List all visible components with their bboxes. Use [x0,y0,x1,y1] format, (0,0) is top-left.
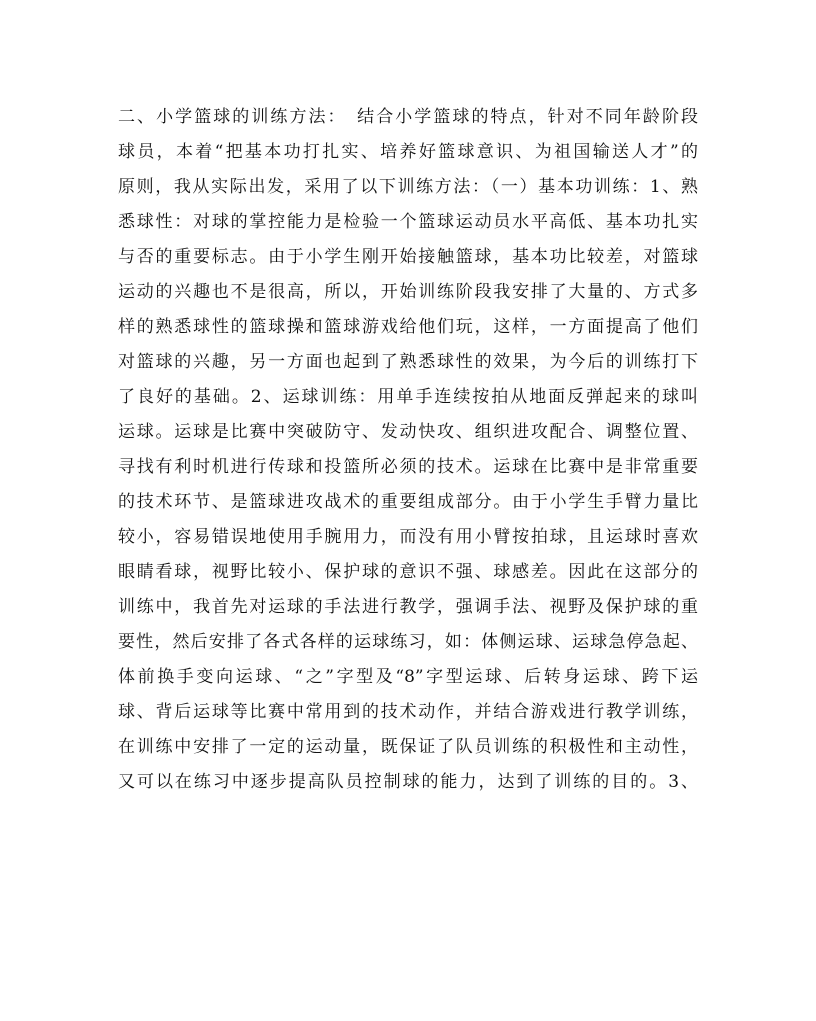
text-line: 运动的兴趣也不是很高，所以，开始训练阶段我安排了大量的、方式多 [118,282,698,302]
text-line: 较小，容易错误地使用手腕用力，而没有用小臂按拍球，且运球时喜欢 [118,527,698,547]
text-line: 要性，然后安排了各式各样的运球练习，如：体侧运球、运球急停急起、 [118,632,698,652]
text-line: 与否的重要标志。由于小学生刚开始接触篮球，基本功比较差，对篮球 [118,247,698,267]
text-line: 运球。运球是比赛中突破防守、发动快攻、组织进攻配合、调整位置、 [118,422,698,442]
text-line: 原则，我从实际出发，采用了以下训练方法：（一）基本功训练：1、熟 [118,177,698,197]
text-line: 球、背后运球等比赛中常用到的技术动作，并结合游戏进行教学训练， [118,702,698,722]
text-line: 二、小学篮球的训练方法： 结合小学篮球的特点，针对不同年龄阶段 [118,107,698,127]
body-text [118,100,698,800]
text-line: 样的熟悉球性的篮球操和篮球游戏给他们玩，这样，一方面提高了他们 [118,317,698,337]
text-line: 体前换手变向运球、“之”字型及“8”字型运球、后转身运球、跨下运 [118,667,698,687]
text-line: 悉球性：对球的掌控能力是检验一个篮球运动员水平高低、基本功扎实 [118,212,698,232]
text-line: 了良好的基础。2、运球训练：用单手连续按拍从地面反弹起来的球叫 [118,387,698,407]
text-line: 对篮球的兴趣，另一方面也起到了熟悉球性的效果，为今后的训练打下 [118,352,698,372]
text-line: 眼睛看球，视野比较小、保护球的意识不强、球感差。因此在这部分的 [118,562,698,582]
text-line: 训练中，我首先对运球的手法进行教学，强调手法、视野及保护球的重 [118,597,698,617]
text-line: 寻找有利时机进行传球和投篮所必须的技术。运球在比赛中是非常重要 [118,457,698,477]
text-line: 在训练中安排了一定的运动量，既保证了队员训练的积极性和主动性， [118,737,698,757]
text-line: 的技术环节、是篮球进攻战术的重要组成部分。由于小学生手臂力量比 [118,492,698,512]
text-line: 又可以在练习中逐步提高队员控制球的能力，达到了训练的目的。3、 [118,772,698,792]
text-line: 球员，本着“把基本功打扎实、培养好篮球意识、为祖国输送人才”的 [118,142,698,162]
